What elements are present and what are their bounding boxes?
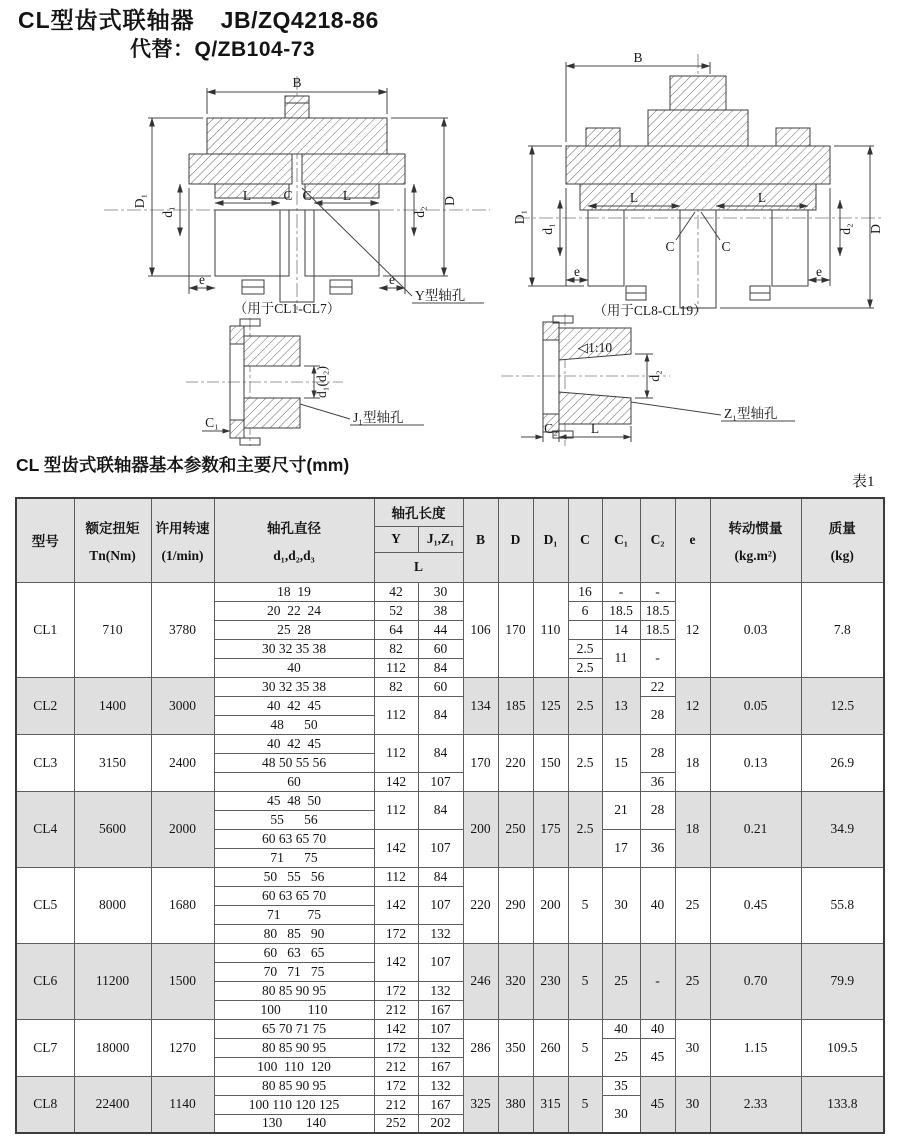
- cell-c2: 45: [640, 1038, 675, 1076]
- figure-right-caption: （用于CL8-CL19）: [593, 303, 707, 318]
- cell-inertia: 1.15: [710, 1019, 801, 1076]
- dim-label-l-left: L: [242, 188, 252, 203]
- dim-label-e-right: e: [389, 272, 395, 287]
- cell-model: CL8: [16, 1076, 74, 1133]
- cell-b: 134: [463, 677, 498, 734]
- cell-l-length: 132: [418, 924, 463, 943]
- figure-j1-bore: [178, 316, 538, 448]
- col-header-l: L: [374, 552, 463, 582]
- cell-speed: 2000: [151, 791, 214, 867]
- cell-e: 30: [675, 1019, 710, 1076]
- cell-c: [568, 620, 602, 639]
- cell-y-length: 212: [374, 1000, 418, 1019]
- cell-bore-diameters: 130 140: [214, 1114, 374, 1133]
- col-header-mass-line1: 质量: [828, 520, 856, 536]
- table-row: [16, 867, 884, 886]
- dim-label-c-left: C: [665, 239, 675, 254]
- cell-mass: 109.5: [801, 1019, 884, 1076]
- dim-label-b: B: [292, 75, 302, 90]
- cell-c: 2.5: [568, 677, 602, 734]
- cell-c2: 45: [640, 1076, 675, 1133]
- replaces-line: [130, 37, 379, 63]
- replaces-value: Q/ZB104-73: [194, 37, 316, 61]
- cell-c1: 25: [602, 1038, 640, 1076]
- dim-label-c-left: C: [283, 188, 293, 203]
- dim-label-bore: d₁(d₂): [314, 366, 329, 398]
- cell-bore-diameters: 55 56: [214, 810, 374, 829]
- cell-torque: 5600: [74, 791, 151, 867]
- dim-label-d1-cap: D₁: [512, 209, 527, 225]
- label-y-bore: Y型轴孔: [415, 288, 466, 303]
- cell-model: CL3: [16, 734, 74, 791]
- cell-l-length: 44: [418, 620, 463, 639]
- dim-label-d2: d₂: [647, 370, 662, 382]
- cell-l-length: 107: [418, 943, 463, 981]
- table-body: [16, 582, 884, 1133]
- cell-y-length: 172: [374, 981, 418, 1000]
- cell-inertia: 0.03: [710, 582, 801, 677]
- dim-label-c-right: C: [302, 188, 312, 203]
- cell-c1: -: [602, 582, 640, 601]
- cell-inertia: 0.70: [710, 943, 801, 1019]
- cell-c2: 28: [640, 696, 675, 734]
- cell-bore-diameters: 40 42 45: [214, 734, 374, 753]
- cell-y-length: 64: [374, 620, 418, 639]
- cell-d: 220: [498, 734, 533, 791]
- cell-l-length: 132: [418, 1038, 463, 1057]
- col-header-torque-line1: 额定扭矩: [85, 520, 140, 536]
- dim-label-e-left: e: [199, 272, 205, 287]
- replaces-label: 代替：: [130, 37, 195, 61]
- cell-inertia: 2.33: [710, 1076, 801, 1133]
- cell-y-length: 142: [374, 772, 418, 791]
- cell-d: 350: [498, 1019, 533, 1076]
- cell-e: 12: [675, 677, 710, 734]
- col-header-model: 型号: [16, 498, 74, 582]
- cell-d1: 150: [533, 734, 568, 791]
- cell-bore-diameters: 100 110 120 125: [214, 1095, 374, 1114]
- cell-l-length: 132: [418, 981, 463, 1000]
- cell-model: CL2: [16, 677, 74, 734]
- dim-label-b: B: [633, 50, 643, 65]
- cell-c2: 40: [640, 1019, 675, 1038]
- cell-l-length: 107: [418, 829, 463, 867]
- cell-torque: 18000: [74, 1019, 151, 1076]
- table-row: [16, 734, 884, 753]
- figure-coupling-cl1-cl7: [92, 70, 502, 316]
- cell-c2: 18.5: [640, 601, 675, 620]
- dim-label-e-left: e: [574, 264, 580, 279]
- cell-mass: 133.8: [801, 1076, 884, 1133]
- cell-bore-diameters: 20 22 24: [214, 601, 374, 620]
- cell-l-length: 167: [418, 1000, 463, 1019]
- cell-c: 16: [568, 582, 602, 601]
- cell-speed: 2400: [151, 734, 214, 791]
- cell-y-length: 142: [374, 829, 418, 867]
- cell-bore-diameters: 100 110: [214, 1000, 374, 1019]
- cell-speed: 1680: [151, 867, 214, 943]
- cell-l-length: 60: [418, 677, 463, 696]
- figure-left-caption: （用于CL1-CL7）: [233, 301, 341, 316]
- cell-bore-diameters: 60 63 65 70: [214, 886, 374, 905]
- cell-e: 30: [675, 1076, 710, 1133]
- table-row: [16, 1019, 884, 1038]
- cell-y-length: 142: [374, 943, 418, 981]
- cell-speed: 1500: [151, 943, 214, 1019]
- cell-c: 2.5: [568, 639, 602, 658]
- cell-bore-diameters: 40: [214, 658, 374, 677]
- cell-c: 5: [568, 1019, 602, 1076]
- cell-mass: 55.8: [801, 867, 884, 943]
- cell-mass: 26.9: [801, 734, 884, 791]
- col-header-d1: D₁: [533, 498, 568, 582]
- cell-e: 12: [675, 582, 710, 677]
- cell-e: 25: [675, 867, 710, 943]
- cell-c1: 18.5: [602, 601, 640, 620]
- table-row: [16, 791, 884, 810]
- cell-bore-diameters: 30 32 35 38: [214, 677, 374, 696]
- col-header-speed-line2: (1/min): [161, 547, 204, 563]
- cell-bore-diameters: 45 48 50: [214, 791, 374, 810]
- cell-speed: 1140: [151, 1076, 214, 1133]
- cell-e: 18: [675, 791, 710, 867]
- cell-d: 380: [498, 1076, 533, 1133]
- dim-label-c1: C₁: [205, 415, 219, 430]
- cell-y-length: 172: [374, 924, 418, 943]
- cell-l-length: 167: [418, 1057, 463, 1076]
- cell-d: 185: [498, 677, 533, 734]
- cell-c2: 28: [640, 734, 675, 772]
- cell-l-length: 84: [418, 791, 463, 829]
- cell-torque: 3150: [74, 734, 151, 791]
- cell-torque: 11200: [74, 943, 151, 1019]
- cell-speed: 1270: [151, 1019, 214, 1076]
- section-heading: CL 型齿式联轴器基本参数和主要尺寸(mm): [16, 455, 350, 475]
- table-row: [16, 943, 884, 962]
- cell-inertia: 0.05: [710, 677, 801, 734]
- cell-bore-diameters: 30 32 35 38: [214, 639, 374, 658]
- cell-bore-diameters: 60 63 65 70: [214, 829, 374, 848]
- col-header-b: B: [463, 498, 498, 582]
- figure-coupling-cl8-cl19: [498, 48, 898, 318]
- cell-bore-diameters: 70 71 75: [214, 962, 374, 981]
- cell-model: CL4: [16, 791, 74, 867]
- cell-l-length: 84: [418, 696, 463, 734]
- cell-mass: 79.9: [801, 943, 884, 1019]
- cell-y-length: 42: [374, 582, 418, 601]
- cell-bore-diameters: 71 75: [214, 848, 374, 867]
- label-j1-bore: J₁型轴孔: [353, 410, 404, 425]
- cell-c2: 18.5: [640, 620, 675, 639]
- cell-c: 5: [568, 867, 602, 943]
- cell-bore-diameters: 80 85 90 95: [214, 1076, 374, 1095]
- table-row: [16, 1076, 884, 1095]
- cell-y-length: 212: [374, 1095, 418, 1114]
- cell-c2: -: [640, 639, 675, 677]
- dim-label-c-right: C: [721, 239, 731, 254]
- cell-l-length: 202: [418, 1114, 463, 1133]
- dim-label-d1-cap: D₁: [132, 193, 147, 209]
- cell-bore-diameters: 71 75: [214, 905, 374, 924]
- cell-model: CL5: [16, 867, 74, 943]
- cell-y-length: 112: [374, 791, 418, 829]
- dim-label-l-right: L: [342, 188, 352, 203]
- cell-l-length: 60: [418, 639, 463, 658]
- cell-c2: 36: [640, 772, 675, 791]
- cell-c2: 40: [640, 867, 675, 943]
- dim-label-d2: d₂: [838, 223, 853, 235]
- figure-z1-bore: [495, 314, 895, 450]
- cell-l-length: 107: [418, 772, 463, 791]
- col-header-torque-line2: Tn(Nm): [89, 547, 136, 563]
- cell-c1: 30: [602, 1095, 640, 1133]
- col-header-y: Y: [374, 526, 418, 552]
- cell-c1: 35: [602, 1076, 640, 1095]
- cell-mass: 12.5: [801, 677, 884, 734]
- cell-bore-diameters: 65 70 71 75: [214, 1019, 374, 1038]
- page-title-text: CL型齿式联轴器: [18, 7, 195, 33]
- col-header-c: C: [568, 498, 602, 582]
- cell-c2: -: [640, 943, 675, 1019]
- cell-c2: -: [640, 582, 675, 601]
- cell-c1: 40: [602, 1019, 640, 1038]
- cell-y-length: 82: [374, 677, 418, 696]
- cell-model: CL6: [16, 943, 74, 1019]
- cell-bore-diameters: 60: [214, 772, 374, 791]
- cell-c: 2.5: [568, 734, 602, 791]
- cell-y-length: 82: [374, 639, 418, 658]
- cell-y-length: 252: [374, 1114, 418, 1133]
- col-header-bore-length: 轴孔长度: [374, 498, 463, 526]
- cell-bore-diameters: 100 110 120: [214, 1057, 374, 1076]
- cell-y-length: 212: [374, 1057, 418, 1076]
- cell-d: 250: [498, 791, 533, 867]
- col-header-bore-diameter-line1: 轴孔直径: [267, 520, 321, 536]
- cell-c1: 25: [602, 943, 640, 1019]
- col-header-d: D: [498, 498, 533, 582]
- col-header-c2: C₂: [640, 498, 675, 582]
- cell-y-length: 172: [374, 1076, 418, 1095]
- cell-y-length: 112: [374, 734, 418, 772]
- params-table: [15, 497, 885, 1134]
- dim-label-d1: d₁: [160, 206, 175, 218]
- cell-bore-diameters: 48 50 55 56: [214, 753, 374, 772]
- cell-l-length: 30: [418, 582, 463, 601]
- table-row: [16, 677, 884, 696]
- cell-e: 18: [675, 734, 710, 791]
- cell-y-length: 112: [374, 867, 418, 886]
- table-row: [16, 582, 884, 601]
- cell-c1: 11: [602, 639, 640, 677]
- dim-label-d-cap: D: [868, 224, 883, 234]
- cell-d1: 200: [533, 867, 568, 943]
- col-header-mass-line2: (kg): [830, 547, 854, 563]
- title-block: [18, 6, 379, 63]
- cell-inertia: 0.21: [710, 791, 801, 867]
- cell-y-length: 112: [374, 658, 418, 677]
- dim-label-c2: C₂: [544, 421, 558, 436]
- cell-l-length: 84: [418, 658, 463, 677]
- cell-d1: 175: [533, 791, 568, 867]
- cell-bore-diameters: 60 63 65: [214, 943, 374, 962]
- cell-c: 2.5: [568, 791, 602, 867]
- cell-l-length: 167: [418, 1095, 463, 1114]
- cell-inertia: 0.13: [710, 734, 801, 791]
- cell-b: 170: [463, 734, 498, 791]
- cell-y-length: 142: [374, 1019, 418, 1038]
- cell-bore-diameters: 18 19: [214, 582, 374, 601]
- cell-l-length: 107: [418, 1019, 463, 1038]
- cell-c: 6: [568, 601, 602, 620]
- cell-c1: 13: [602, 677, 640, 734]
- cell-d1: 260: [533, 1019, 568, 1076]
- cell-speed: 3780: [151, 582, 214, 677]
- cell-c1: 30: [602, 867, 640, 943]
- col-header-speed: [151, 498, 214, 582]
- cell-d1: 110: [533, 582, 568, 677]
- dim-label-l-right: L: [757, 190, 767, 205]
- cell-speed: 3000: [151, 677, 214, 734]
- cell-bore-diameters: 80 85 90 95: [214, 981, 374, 1000]
- cell-torque: 1400: [74, 677, 151, 734]
- cell-mass: 7.8: [801, 582, 884, 677]
- col-header-inertia: [710, 498, 801, 582]
- cell-l-length: 84: [418, 734, 463, 772]
- col-header-inertia-line2: (kg.m²): [734, 547, 777, 563]
- cell-bore-diameters: 50 55 56: [214, 867, 374, 886]
- cell-b: 106: [463, 582, 498, 677]
- cell-mass: 34.9: [801, 791, 884, 867]
- cell-torque: 22400: [74, 1076, 151, 1133]
- col-header-bore-diameter: [214, 498, 374, 582]
- cell-y-length: 52: [374, 601, 418, 620]
- cell-c: 5: [568, 943, 602, 1019]
- page-title: [18, 6, 379, 35]
- cell-b: 220: [463, 867, 498, 943]
- cell-torque: 8000: [74, 867, 151, 943]
- dim-label-d2: d₂: [412, 206, 427, 218]
- cell-bore-diameters: 80 85 90: [214, 924, 374, 943]
- cell-d: 320: [498, 943, 533, 1019]
- standard-number: JB/ZQ4218-86: [220, 7, 379, 33]
- cell-model: CL1: [16, 582, 74, 677]
- cell-y-length: 112: [374, 696, 418, 734]
- col-header-j1z1: J₁,Z₁: [418, 526, 463, 552]
- cell-inertia: 0.45: [710, 867, 801, 943]
- col-header-torque: [74, 498, 151, 582]
- cell-b: 325: [463, 1076, 498, 1133]
- col-header-e: e: [675, 498, 710, 582]
- cell-c1: 21: [602, 791, 640, 829]
- cell-l-length: 107: [418, 886, 463, 924]
- cell-c: 5: [568, 1076, 602, 1133]
- cell-l-length: 132: [418, 1076, 463, 1095]
- cell-model: CL7: [16, 1019, 74, 1076]
- col-header-c1: C₁: [602, 498, 640, 582]
- cell-c: 2.5: [568, 658, 602, 677]
- cell-d1: 230: [533, 943, 568, 1019]
- cell-b: 286: [463, 1019, 498, 1076]
- dim-label-d1: d₁: [540, 223, 555, 235]
- cell-c2: 22: [640, 677, 675, 696]
- cell-b: 246: [463, 943, 498, 1019]
- cell-y-length: 142: [374, 886, 418, 924]
- dim-label-l-left: L: [629, 190, 639, 205]
- label-taper: ◁1:10: [577, 340, 613, 355]
- col-header-bore-diameter-line2: d₁,d₂,d₃: [273, 547, 315, 563]
- cell-c1: 15: [602, 734, 640, 791]
- col-header-inertia-line1: 转动惯量: [728, 520, 783, 536]
- cell-l-length: 38: [418, 601, 463, 620]
- cell-torque: 710: [74, 582, 151, 677]
- cell-c2: 36: [640, 829, 675, 867]
- dim-label-d-cap: D: [442, 196, 457, 206]
- cell-c1: 14: [602, 620, 640, 639]
- cell-d: 170: [498, 582, 533, 677]
- cell-y-length: 172: [374, 1038, 418, 1057]
- cell-c2: 28: [640, 791, 675, 829]
- cell-bore-diameters: 25 28: [214, 620, 374, 639]
- cell-d: 290: [498, 867, 533, 943]
- cell-d1: 315: [533, 1076, 568, 1133]
- cell-c1: 17: [602, 829, 640, 867]
- dim-label-l: L: [590, 421, 600, 436]
- table-tag: 表1: [852, 474, 875, 490]
- cell-bore-diameters: 48 50: [214, 715, 374, 734]
- table-header: [16, 498, 884, 582]
- cell-d1: 125: [533, 677, 568, 734]
- col-header-speed-line1: 许用转速: [155, 520, 210, 536]
- col-header-mass: [801, 498, 884, 582]
- cell-bore-diameters: 40 42 45: [214, 696, 374, 715]
- label-z1-bore: Z₁型轴孔: [724, 406, 778, 421]
- cell-e: 25: [675, 943, 710, 1019]
- dim-label-e-right: e: [816, 264, 822, 279]
- cell-l-length: 84: [418, 867, 463, 886]
- cell-b: 200: [463, 791, 498, 867]
- cell-bore-diameters: 80 85 90 95: [214, 1038, 374, 1057]
